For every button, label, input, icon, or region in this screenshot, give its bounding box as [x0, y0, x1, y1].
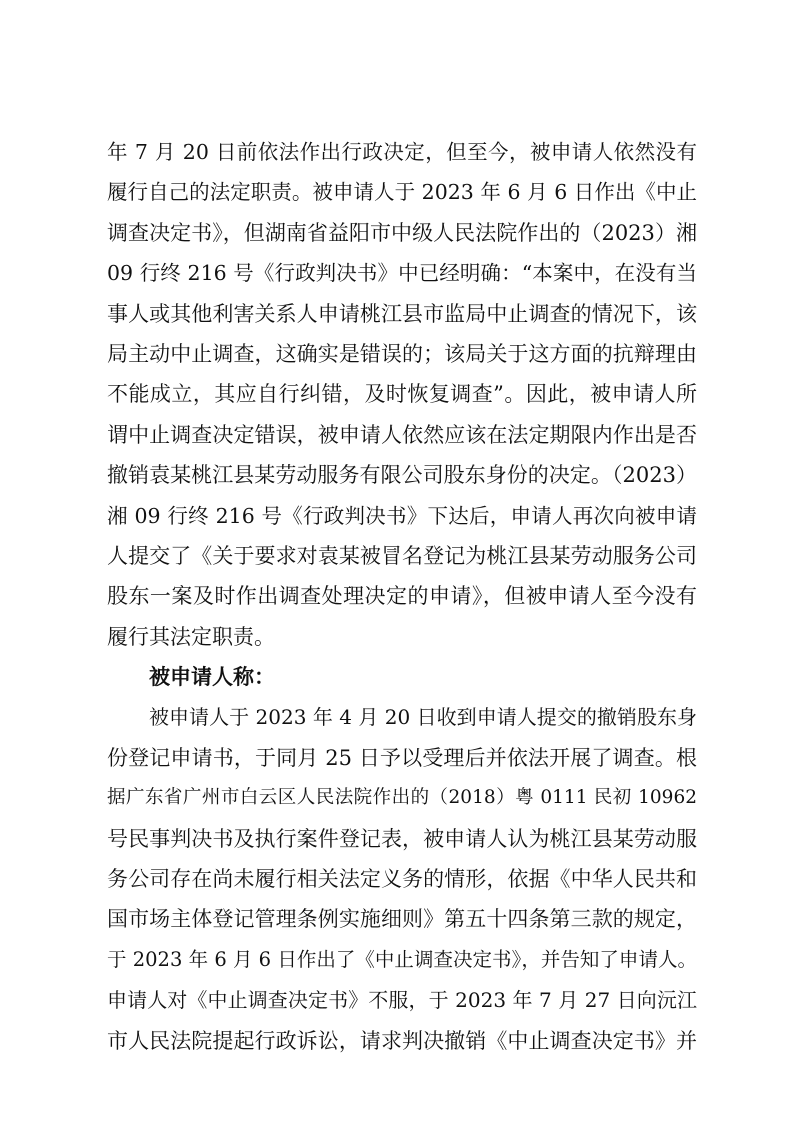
text-line: 09 行终 216 号《行政判决书》中已经明确：“本案中，在没有当 [107, 261, 697, 286]
text-line: 调查决定书》，但湖南省益阳市中级人民法院作出的（2023）湘 [107, 220, 697, 245]
text-line: 申请人对《中止调查决定书》不服，于 2023 年 7 月 27 日向沅江 [107, 988, 697, 1013]
text-line: 市人民法院提起行政诉讼，请求判决撤销《中止调查决定书》并 [107, 1028, 697, 1053]
text-line: 号民事判决书及执行案件登记表，被申请人认为桃江县某劳动服 [107, 826, 697, 851]
text-line: 于 2023 年 6 月 6 日作出了《中止调查决定书》，并告知了申请人。 [107, 947, 697, 971]
text-line: 局主动中止调查，这确实是错误的；该局关于这方面的抗辩理由 [107, 341, 697, 366]
text-line: 履行其法定职责。 [107, 624, 275, 649]
paragraph-applicant-claims [107, 132, 697, 657]
document-body [107, 132, 697, 1061]
text-line: 股东一案及时作出调查处理决定的申请》，但被申请人至今没有 [107, 584, 697, 609]
text-line: 履行自己的法定职责。被申请人于 2023 年 6 月 6 日作出《中止 [107, 180, 697, 205]
text-line: 据广东省广州市白云区人民法院作出的（2018）粤 0111 民初 10962 [107, 787, 697, 809]
paragraph-respondent-statement [107, 697, 697, 1061]
text-line: 年 7 月 20 日前依法作出行政决定，但至今，被申请人依然没有 [107, 140, 697, 164]
text-line: 谓中止调查决定错误，被申请人依然应该在法定期限内作出是否 [107, 422, 697, 447]
text-line: 不能成立，其应自行纠错，及时恢复调查”。因此，被申请人所 [107, 382, 697, 407]
text-line: 人提交了《关于要求对袁某被冒名登记为桃江县某劳动服务公司 [107, 543, 697, 568]
text-line: 务公司存在尚未履行相关法定义务的情形，依据《中华人民共和 [107, 867, 697, 892]
text-line: 份登记申请书，于同月 25 日予以受理后并依法开展了调查。根 [107, 745, 697, 770]
text-line: 事人或其他利害关系人申请桃江县市监局中止调查的情况下，该 [107, 301, 697, 326]
text-line: 国市场主体登记管理条例实施细则》第五十四条第三款的规定， [107, 907, 697, 932]
section-heading-respondent: 被申请人称： [149, 665, 275, 690]
text-line: 撤销袁某桃江县某劳动服务有限公司股东身份的决定。（2023） [107, 463, 697, 488]
text-line: 被申请人于 2023 年 4 月 20 日收到申请人提交的撤销股东身 [149, 705, 697, 730]
text-line: 湘 09 行终 216 号《行政判决书》下达后，申请人再次向被申请 [107, 503, 697, 528]
